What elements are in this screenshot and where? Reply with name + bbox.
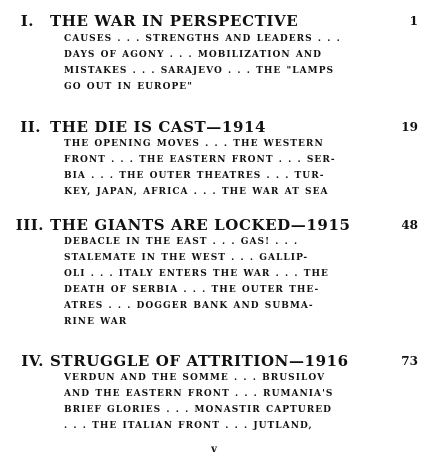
chapter-page-number: 48 [401, 218, 418, 232]
summary-line: THE OPENING MOVES . . . THE WESTERN [64, 139, 324, 149]
summary-line: ATRES . . . DOGGER BANK AND SUBMA- [64, 301, 314, 311]
chapter-summary [64, 370, 333, 434]
summary-line: BRIEF GLORIES . . . MONASTIR CAPTURED [64, 405, 332, 415]
chapter-number: III. [15, 216, 44, 234]
summary-line: GO OUT IN EUROPE" [64, 82, 193, 92]
summary-line: VERDUN AND THE SOMME . . . BRUSILOV [64, 373, 326, 383]
summary-line: OLI . . . ITALY ENTERS THE WAR . . . THE [64, 269, 329, 279]
summary-line: BIA . . . THE OUTER THEATRES . . . TUR- [64, 171, 325, 181]
summary-line: RINE WAR [64, 317, 128, 327]
chapter-page-number: 1 [409, 14, 418, 28]
summary-line: MISTAKES . . . SARAJEVO . . . THE "LAMPS [64, 66, 335, 76]
chapter-title: THE WAR IN PERSPECTIVE [50, 12, 299, 30]
summary-line: STALEMATE IN THE WEST . . . GALLIP- [64, 253, 309, 263]
summary-line: KEY, JAPAN, AFRICA . . . THE WAR AT SEA [64, 187, 329, 197]
chapter-page-number: 19 [401, 120, 418, 134]
chapter-title: THE DIE IS CAST—1914 [50, 118, 267, 136]
summary-line: DAYS OF AGONY . . . MOBILIZATION AND [64, 50, 322, 60]
chapter-number: I. [20, 12, 34, 30]
chapter-summary [64, 136, 336, 200]
summary-line: AND THE EASTERN FRONT . . . RUMANIA'S [64, 389, 334, 399]
summary-line: FRONT . . . THE EASTERN FRONT . . . SER- [64, 155, 336, 165]
summary-line: . . . THE ITALIAN FRONT . . . JUTLAND, [64, 421, 313, 431]
chapter-number: II. [20, 118, 41, 136]
chapter-summary [64, 31, 341, 95]
summary-line: CAUSES . . . STRENGTHS AND LEADERS . . . [64, 34, 341, 44]
summary-line: DEATH OF SERBIA . . . THE OUTER THE- [64, 285, 320, 295]
chapter-summary [64, 234, 329, 330]
page-numeral: v [211, 444, 217, 455]
chapter-number: IV. [21, 352, 44, 370]
chapter-title: THE GIANTS ARE LOCKED—1915 [50, 216, 351, 234]
summary-line: DEBACLE IN THE EAST . . . GAS! . . . [64, 237, 299, 247]
chapter-page-number: 73 [401, 354, 418, 368]
chapter-title: STRUGGLE OF ATTRITION—1916 [50, 352, 349, 370]
